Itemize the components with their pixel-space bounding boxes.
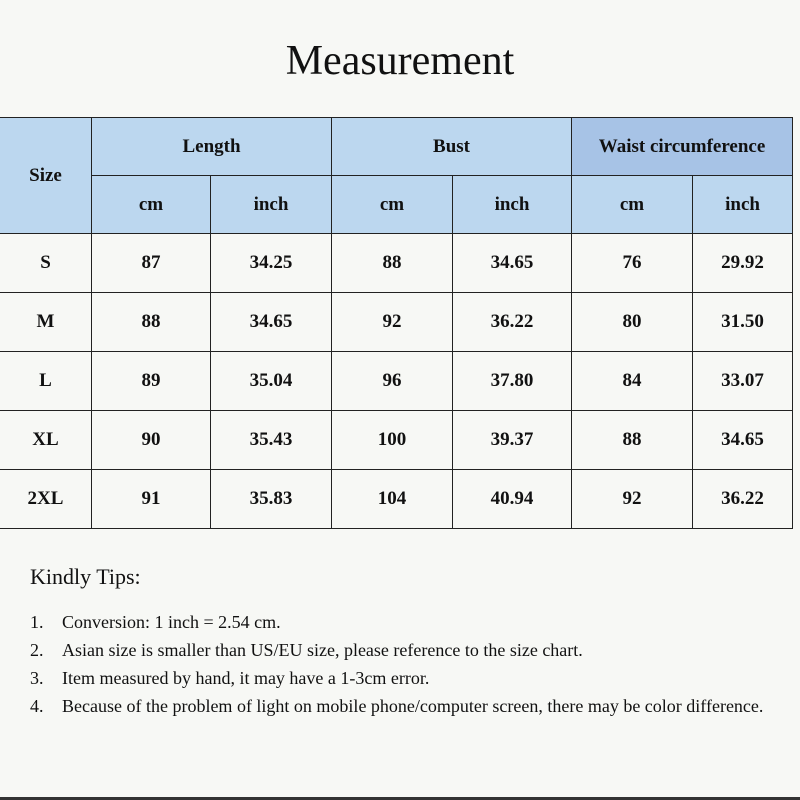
value-cell: 34.65	[693, 411, 793, 470]
size-cell: M	[0, 293, 92, 352]
kindly-tips	[30, 562, 778, 720]
size-cell: 2XL	[0, 470, 92, 529]
value-cell: 36.22	[693, 470, 793, 529]
unit-header: cm	[332, 176, 453, 234]
table-row	[0, 411, 793, 470]
value-cell: 31.50	[693, 293, 793, 352]
unit-header: cm	[572, 176, 693, 234]
table-header-row	[0, 118, 793, 176]
value-cell: 76	[572, 234, 693, 293]
waist-header: Waist circumference	[572, 118, 793, 176]
value-cell: 104	[332, 470, 453, 529]
value-cell: 90	[92, 411, 211, 470]
value-cell: 29.92	[693, 234, 793, 293]
size-cell: S	[0, 234, 92, 293]
size-cell: L	[0, 352, 92, 411]
bust-header: Bust	[332, 118, 572, 176]
table-row	[0, 470, 793, 529]
length-header: Length	[92, 118, 332, 176]
tip-number: 3.	[30, 668, 44, 688]
value-cell: 36.22	[453, 293, 572, 352]
value-cell: 96	[332, 352, 453, 411]
size-cell: XL	[0, 411, 92, 470]
size-chart-table	[0, 117, 793, 529]
tip-text: Asian size is smaller than US/EU size, please reference to the size chart.	[62, 640, 583, 660]
unit-header: inch	[453, 176, 572, 234]
value-cell: 33.07	[693, 352, 793, 411]
tip-text: Conversion: 1 inch = 2.54 cm.	[62, 612, 281, 632]
value-cell: 34.65	[453, 234, 572, 293]
value-cell: 35.04	[211, 352, 332, 411]
value-cell: 87	[92, 234, 211, 293]
value-cell: 92	[332, 293, 453, 352]
unit-header: inch	[211, 176, 332, 234]
tip-number: 1.	[30, 612, 44, 632]
tip-number: 4.	[30, 696, 44, 716]
value-cell: 37.80	[453, 352, 572, 411]
tip-item	[30, 692, 778, 720]
table-row	[0, 293, 793, 352]
tips-list	[30, 608, 778, 720]
table-unit-row	[0, 176, 793, 234]
value-cell: 88	[572, 411, 693, 470]
value-cell: 39.37	[453, 411, 572, 470]
table-row	[0, 352, 793, 411]
value-cell: 91	[92, 470, 211, 529]
value-cell: 88	[92, 293, 211, 352]
value-cell: 80	[572, 293, 693, 352]
value-cell: 34.65	[211, 293, 332, 352]
tip-text: Item measured by hand, it may have a 1-3cm error.	[62, 668, 430, 688]
page-title: Measurement	[285, 38, 515, 84]
unit-header: inch	[693, 176, 793, 234]
size-header: Size	[0, 118, 92, 234]
value-cell: 40.94	[453, 470, 572, 529]
table-body	[0, 234, 793, 529]
unit-header: cm	[92, 176, 211, 234]
table-row	[0, 234, 793, 293]
tip-item	[30, 636, 778, 664]
tips-title: Kindly Tips:	[30, 564, 141, 589]
value-cell: 84	[572, 352, 693, 411]
tip-item	[30, 664, 778, 692]
tip-text: Because of the problem of light on mobile phone/computer screen, there may be color difference.	[62, 696, 764, 716]
tip-number: 2.	[30, 640, 44, 660]
value-cell: 100	[332, 411, 453, 470]
value-cell: 34.25	[211, 234, 332, 293]
value-cell: 92	[572, 470, 693, 529]
value-cell: 35.43	[211, 411, 332, 470]
value-cell: 35.83	[211, 470, 332, 529]
value-cell: 88	[332, 234, 453, 293]
value-cell: 89	[92, 352, 211, 411]
tip-item	[30, 608, 778, 636]
